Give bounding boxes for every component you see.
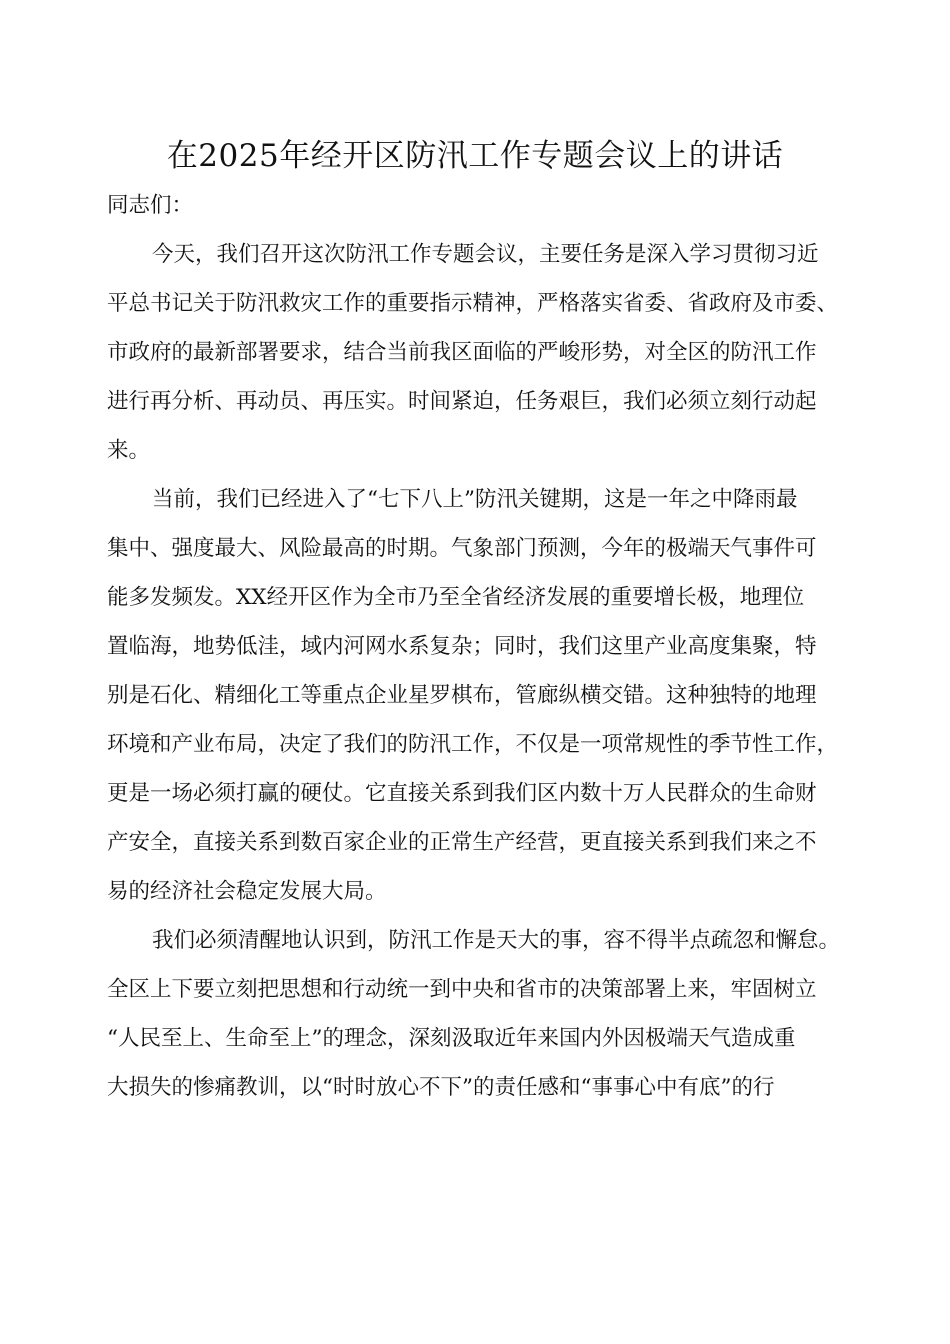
paragraph-line: 产安全，直接关系到数百家企业的正常生产经营，更直接关系到我们来之不 (107, 830, 817, 855)
paragraph (107, 230, 867, 475)
paragraph-line: 能多发频发。XX经开区作为全市乃至全省经济发展的重要增长极，地理位 (107, 585, 805, 610)
document-body (107, 181, 867, 1112)
paragraph-line: 市政府的最新部署要求，结合当前我区面临的严峻形势，对全区的防汛工作 (107, 340, 817, 365)
paragraph-line: 来。 (107, 438, 151, 463)
paragraph-line: 环境和产业布局，决定了我们的防汛工作，不仅是一项常规性的季节性工作， (107, 732, 839, 757)
paragraph-line: “人民至上、生命至上”的理念，深刻汲取近年来国内外因极端天气造成重 (107, 1026, 796, 1051)
paragraph-line: 更是一场必须打赢的硬仗。它直接关系到我们区内数十万人民群众的生命财 (107, 781, 817, 806)
paragraph-line: 今天，我们召开这次防汛工作专题会议，主要任务是深入学习贯彻习近 (152, 242, 819, 267)
paragraph-line: 集中、强度最大、风险最高的时期。气象部门预测，今年的极端天气事件可 (107, 536, 817, 561)
document-title: 在2025年经开区防汛工作专题会议上的讲话 (166, 138, 784, 174)
paragraph (107, 916, 867, 1112)
paragraph-line: 易的经济社会稳定发展大局。 (107, 879, 387, 904)
paragraph-line: 当前，我们已经进入了“七下八上”防汛关键期，这是一年之中降雨最 (152, 487, 798, 512)
paragraph-line: 平总书记关于防汛救灾工作的重要指示精神，严格落实省委、省政府及市委、 (107, 291, 839, 316)
paragraph-line: 进行再分析、再动员、再压实。时间紧迫，任务艰巨，我们必须立刻行动起 (107, 389, 817, 414)
paragraph-line: 大损失的惨痛教训，以“时时放心不下”的责任感和“事事心中有底”的行 (107, 1075, 775, 1100)
paragraph-line: 我们必须清醒地认识到，防汛工作是天大的事，容不得半点疏忽和懈怠。 (152, 928, 841, 953)
paragraph-line: 别是石化、精细化工等重点企业星罗棋布，管廊纵横交错。这种独特的地理 (107, 683, 817, 708)
paragraph-line: 全区上下要立刻把思想和行动统一到中央和省市的决策部署上来，牢固树立 (107, 977, 817, 1002)
greeting: 同志们： (107, 193, 194, 218)
paragraph (107, 475, 867, 916)
paragraph-line: 置临海，地势低洼，域内河网水系复杂；同时，我们这里产业高度集聚，特 (107, 634, 817, 659)
